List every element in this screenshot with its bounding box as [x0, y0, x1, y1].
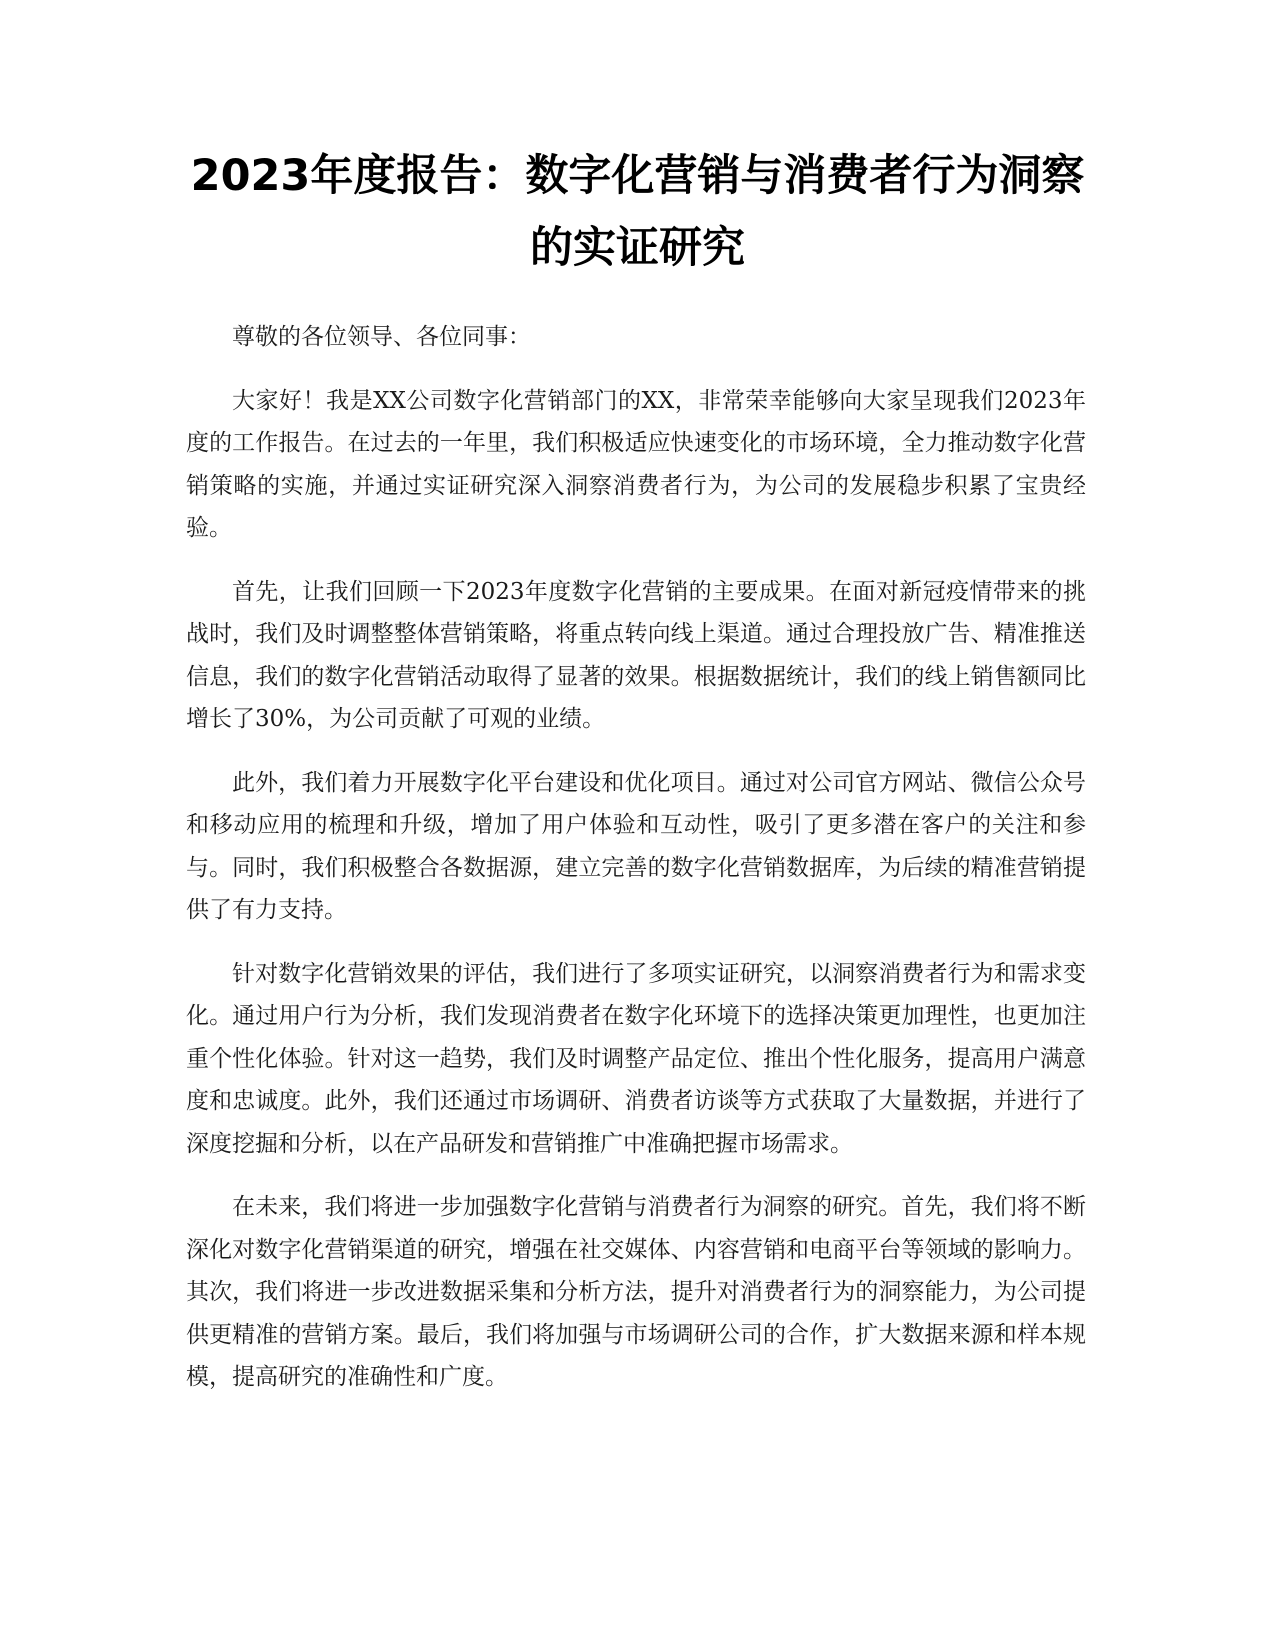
salutation-paragraph: 尊敬的各位领导、各位同事：: [232, 324, 531, 350]
intro-paragraph: 大家好！我是XX公司数字化营销部门的XX，非常荣幸能够向大家呈现我们2023年度的工作报告。在过去的一年里，我们积极适应快速变化的市场环境，全力推动数字化营销策略的实施，并通过实证研究深入洞察消费者行为，为公司的发展稳步积累了宝贵经验。: [186, 387, 1086, 541]
future-paragraph: 在未来，我们将进一步加强数字化营销与消费者行为洞察的研究。首先，我们将不断深化对数字化营销渠道的研究，增强在社交媒体、内容营销和电商平台等领域的影响力。其次，我们将进一步改进数据采集和分析方法，提升对消费者行为的洞察能力，为公司提供更精准的营销方案。最后，我们将加强与市场调研公司的合作，扩大数据来源和样本规模，提高研究的准确性和广度。: [186, 1194, 1086, 1390]
research-paragraph: 针对数字化营销效果的评估，我们进行了多项实证研究，以洞察消费者行为和需求变化。通过用户行为分析，我们发现消费者在数字化环境下的选择决策更加理性，也更加注重个性化体验。针对这一趋势，我们及时调整产品定位、推出个性化服务，提高用户满意度和忠诚度。此外，我们还通过市场调研、消费者访谈等方式获取了大量数据，并进行了深度挖掘和分析，以在产品研发和营销推广中准确把握市场需求。: [186, 960, 1086, 1157]
document-title: 2023年度报告：数字化营销与消费者行为洞察的实证研究: [190, 151, 1085, 273]
achievements-paragraph: 首先，让我们回顾一下2023年度数字化营销的主要成果。在面对新冠疫情带来的挑战时，我们及时调整整体营销策略，将重点转向线上渠道。通过合理投放广告、精准推送信息，我们的数字化营销活动取得了显著的效果。根据数据统计，我们的线上销售额同比增长了30%，为公司贡献了可观的业绩。: [186, 578, 1086, 732]
document-body: [186, 316, 1086, 1420]
platform-paragraph: 此外，我们着力开展数字化平台建设和优化项目。通过对公司官方网站、微信公众号和移动应用的梳理和升级，增加了用户体验和互动性，吸引了更多潜在客户的关注和参与。同时，我们积极整合各数据源，建立完善的数字化营销数据库，为后续的精准营销提供了有力支持。: [186, 769, 1086, 923]
